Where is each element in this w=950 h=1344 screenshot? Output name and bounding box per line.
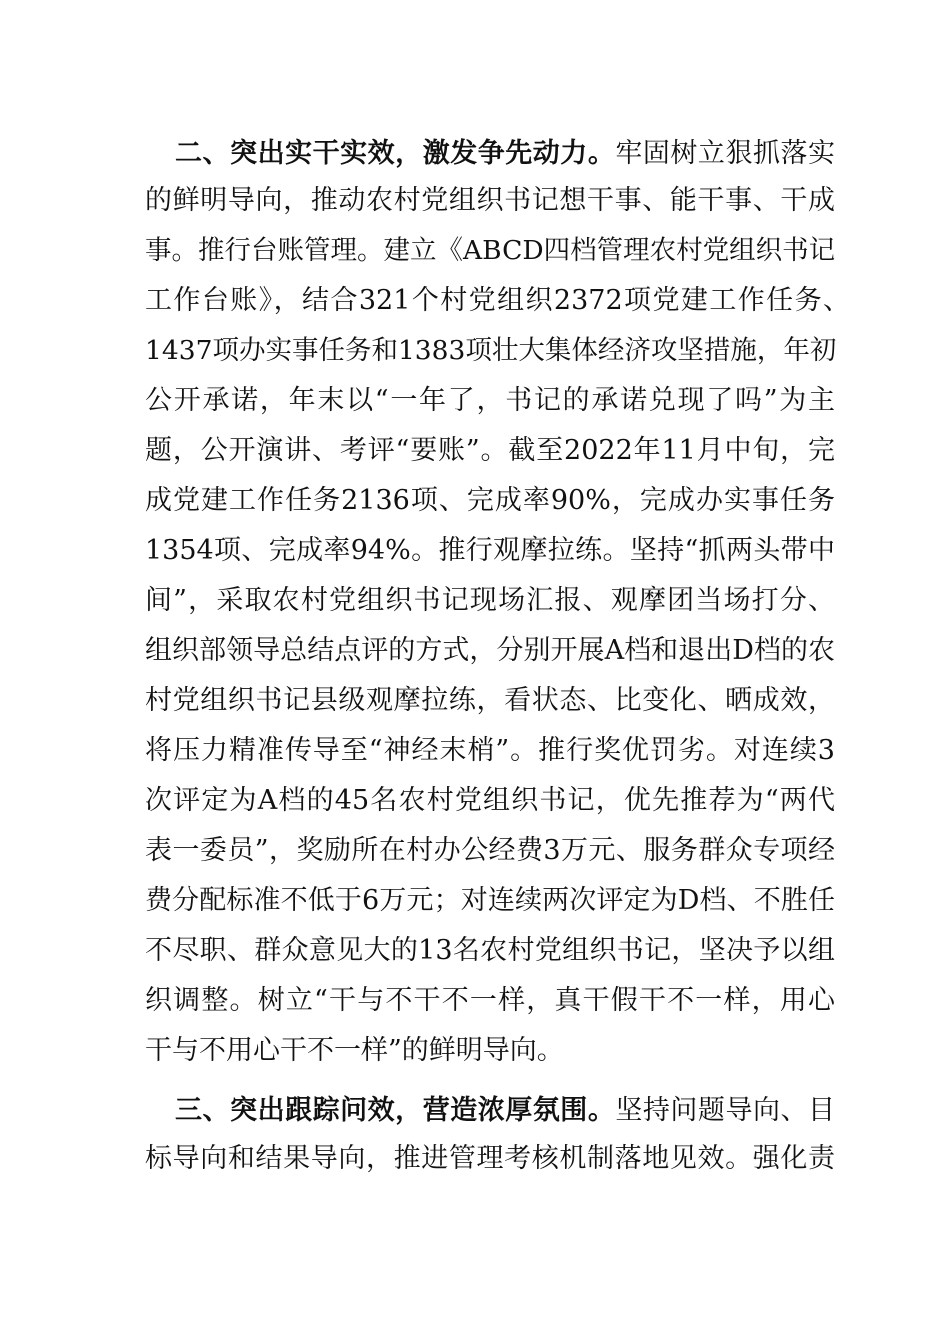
paragraph-line: 费分配标准不低于6万元；对连续两次评定为D档、不胜任 — [145, 885, 835, 916]
paragraph-line: 题，公开演讲、考评“要账”。截至2022年11月中旬，完 — [145, 435, 835, 466]
paragraph-line: 将压力精准传导至“神经末梢”。推行奖优罚劣。对连续3 — [145, 735, 835, 766]
paragraph-line: 干与不用心干不一样”的鲜明导向。 — [145, 1035, 564, 1066]
paragraph-line: 织调整。树立“干与不干不一样，真干假干不一样，用心 — [145, 985, 835, 1016]
section3-heading: 三、突出跟踪问效，营造浓厚氛围。 — [175, 1095, 616, 1126]
section3-first-line-text: 坚持问题导向、目 — [615, 1095, 836, 1126]
paragraph-line: 表一委员”，奖励所在村办公经费3万元、服务群众专项经 — [145, 835, 835, 866]
paragraph-line: 工作台账》，结合321个村党组织2372项党建工作任务、 — [145, 285, 850, 316]
paragraph-line: 的鲜明导向，推动农村党组织书记想干事、能干事、干成 — [145, 185, 835, 216]
paragraph-line: 事。推行台账管理。建立《ABCD四档管理农村党组织书记 — [145, 235, 836, 266]
paragraph-line: 1437项办实事任务和1383项壮大集体经济攻坚措施，年初 — [145, 335, 837, 366]
section2-heading: 二、突出实干实效，激发争先动力。 — [175, 138, 616, 169]
paragraph-line: 间”，采取农村党组织书记现场汇报、观摩团当场打分、 — [145, 585, 835, 616]
paragraph-line: 公开承诺，年末以“一年了，书记的承诺兑现了吗”为主 — [145, 385, 835, 416]
paragraph-line: 标导向和结果导向，推进管理考核机制落地见效。强化责 — [145, 1143, 835, 1174]
section2-first-line — [175, 137, 835, 171]
paragraph-line: 组织部领导总结点评的方式，分别开展A档和退出D档的农 — [145, 635, 835, 666]
paragraph-line: 1354项、完成率94%。推行观摩拉练。坚持“抓两头带中 — [145, 535, 835, 566]
paragraph-line: 不尽职、群众意见大的13名农村党组织书记，坚决予以组 — [145, 935, 835, 966]
section2-first-line-text: 牢固树立狠抓落实 — [615, 138, 836, 169]
paragraph-line: 成党建工作任务2136项、完成率90%，完成办实事任务 — [145, 485, 835, 516]
paragraph-line: 次评定为A档的45名农村党组织书记，优先推荐为“两代 — [145, 785, 835, 816]
paragraph-line: 村党组织书记县级观摩拉练，看状态、比变化、晒成效， — [145, 685, 835, 716]
section3-first-line — [175, 1094, 835, 1128]
